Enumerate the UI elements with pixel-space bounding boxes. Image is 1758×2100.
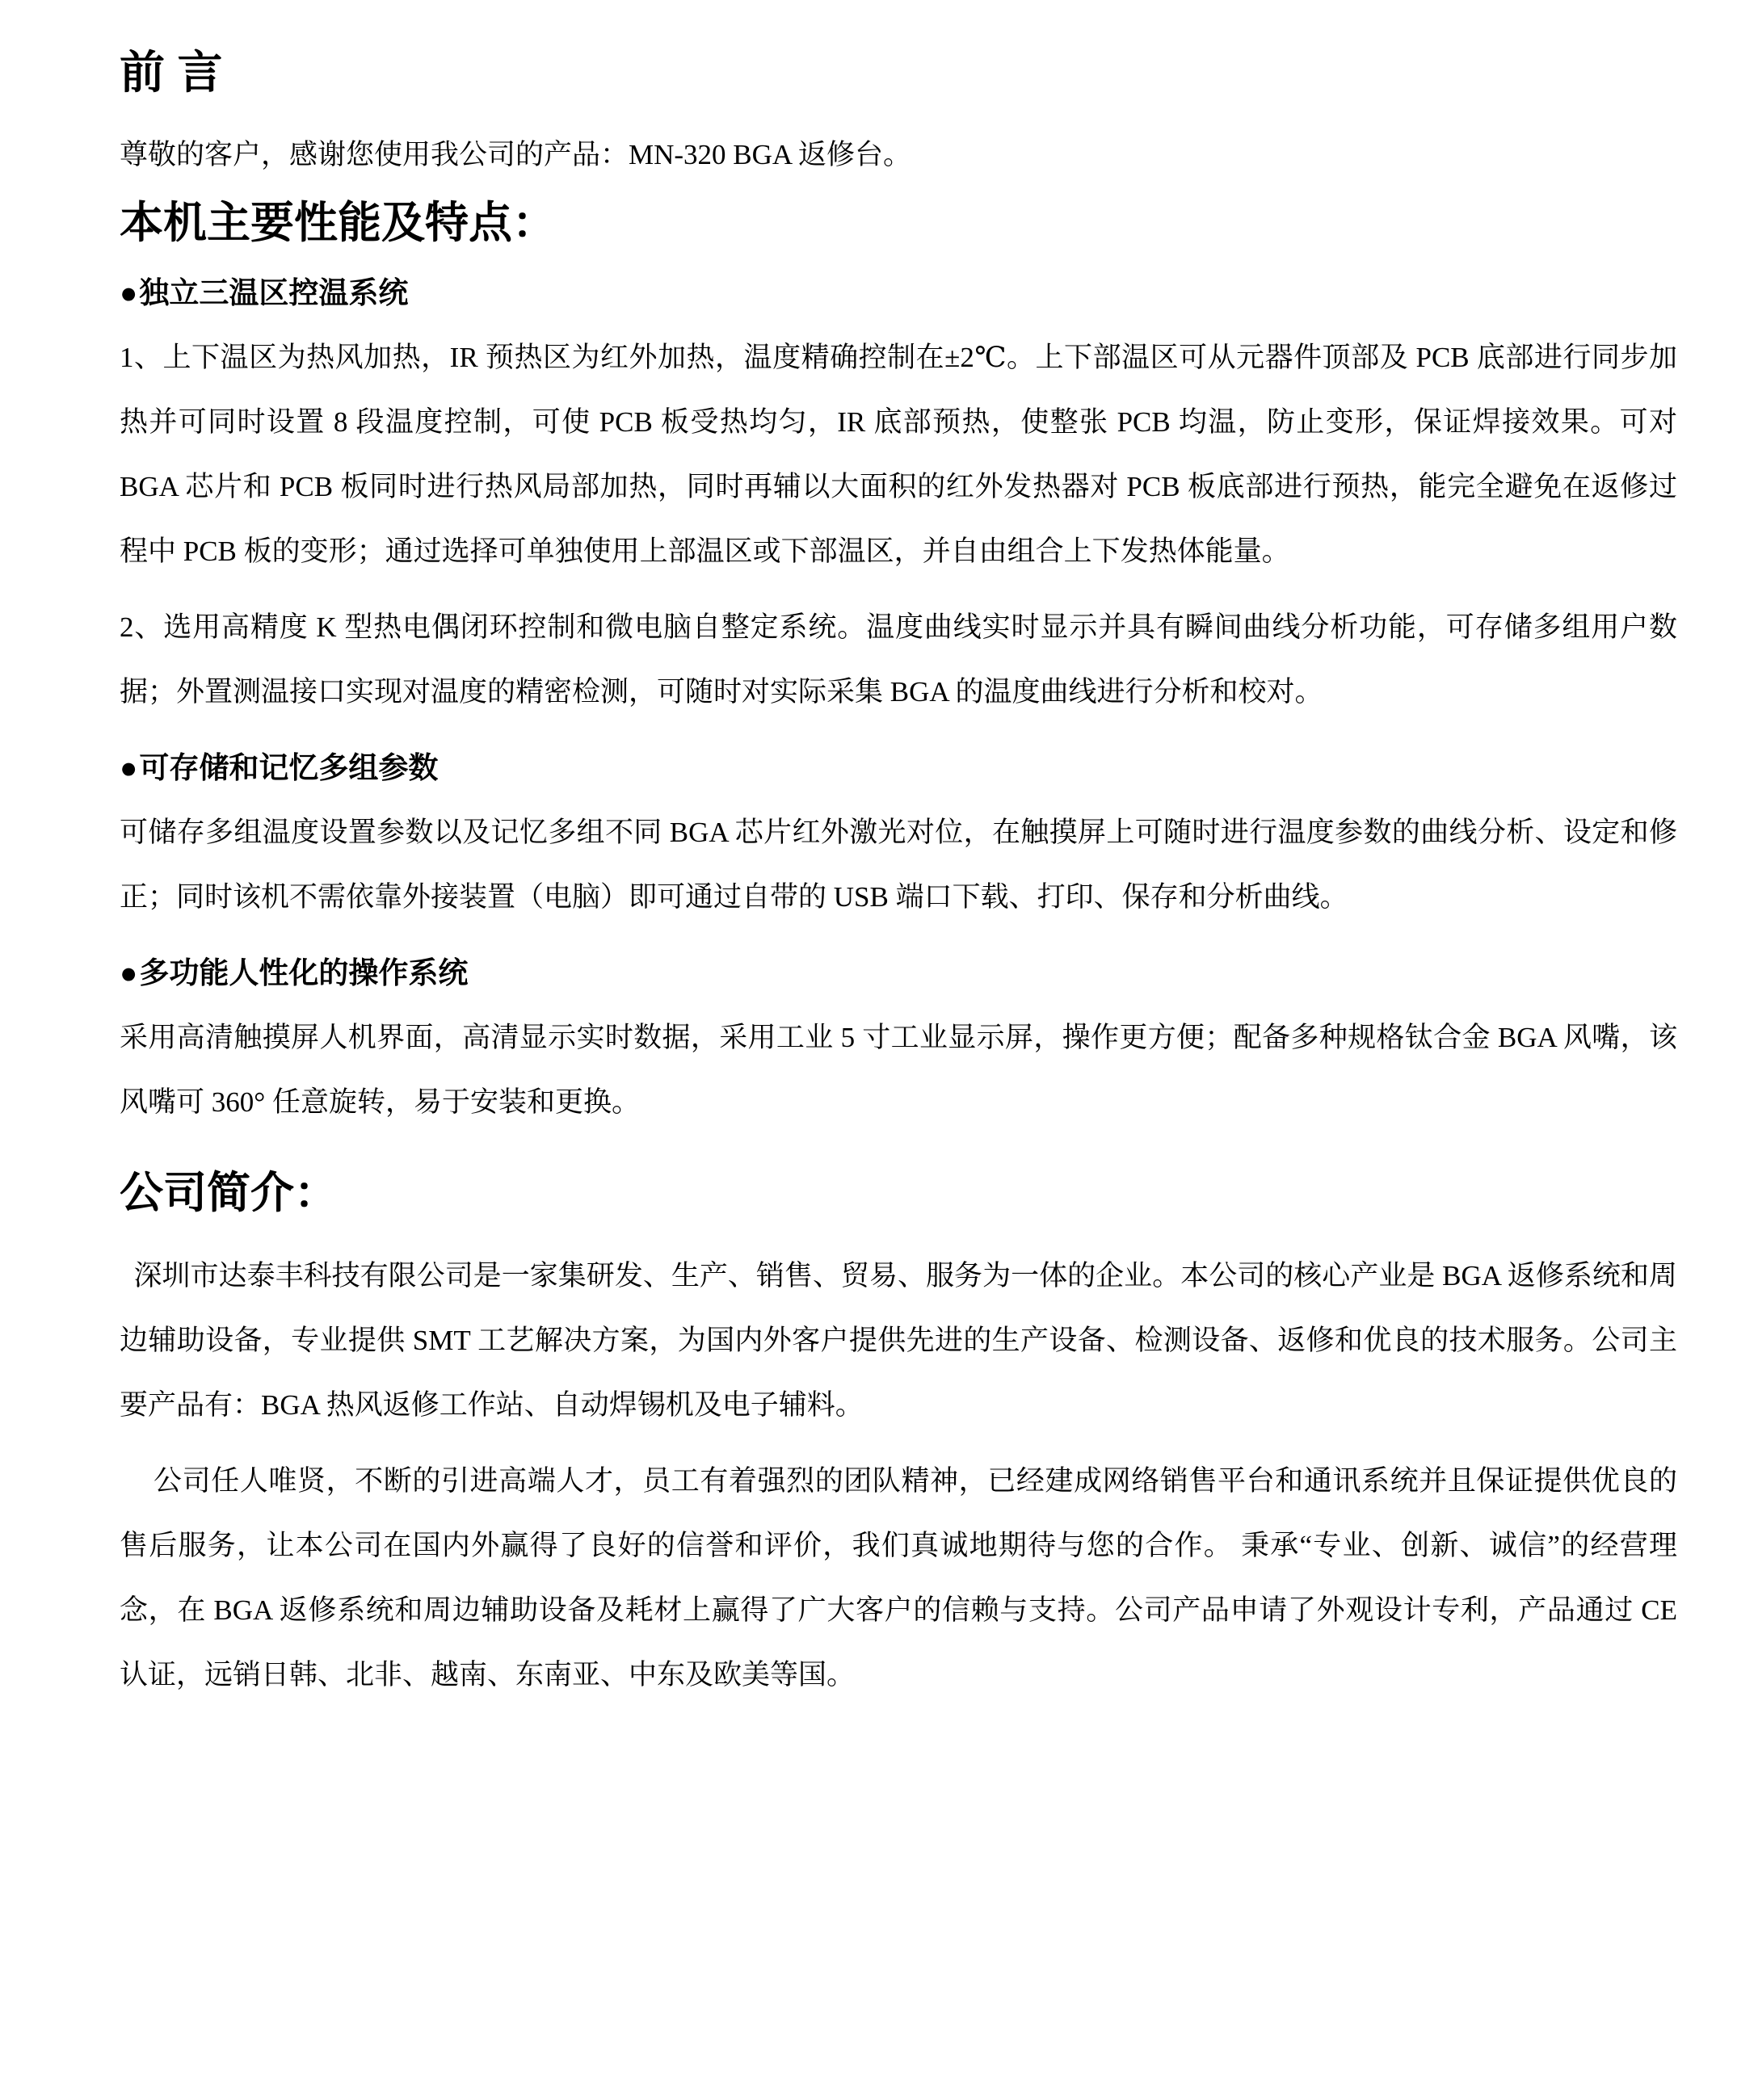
- feature-title: 可存储和记忆多组参数: [139, 751, 439, 785]
- feature-paragraph: 采用高清触摸屏人机界面，高清显示实时数据，采用工业 5 寸工业显示屏，操作更方便；配备多种规格钛合金 BGA 风嘴，该风嘴可 360° 任意旋转，易于安装和更换。: [120, 1022, 1677, 1119]
- feature-title-row: [120, 749, 1677, 788]
- preface-greeting: 尊敬的客户，感谢您使用我公司的产品：MN-320 BGA 返修台。: [120, 139, 912, 171]
- company-paragraph: 公司任人唯贤，不断的引进高端人才，员工有着强烈的团队精神，已经建成网络销售平台和通讯系统并且保证提供优良的售后服务，让本公司在国内外赢得了良好的信誉和评价，我们真诚地期待与您的合作。 秉承“专业、创新、诚信”的经营理念，在 BGA 返修系统和周边辅助设备及耗材上赢得了广大客户的信赖与支持。公司产品申请了外观设计专利，产品通过 CE 认证，远销日韩、北非、越南、东南亚、中东及欧美等国。: [120, 1465, 1677, 1691]
- feature-paragraph: 1、上下温区为热风加热，IR 预热区为红外加热，温度精确控制在±2℃。上下部温区可从元器件顶部及 PCB 底部进行同步加热并可同时设置 8 段温度控制，可使 PCB 板受热均匀，IR 底部预热，使整张 PCB 均温，防止变形，保证焊接效果。可对 BGA 芯片和 PCB 板同时进行热风局部加热，同时再辅以大面积的红外发热器对 PCB 板底部进行预热，能完全避免在返修过程中 PCB 板的变形；通过选择可单独使用上部温区或下部温区，并自由组合上下发热体能量。: [120, 342, 1677, 568]
- features-heading: 本机主要性能及特点：: [120, 199, 556, 248]
- bullet-icon: ●: [120, 956, 138, 990]
- feature-item-memory-params: [120, 749, 1677, 930]
- company-heading: 公司简介：: [120, 1169, 338, 1218]
- bullet-icon: ●: [120, 276, 138, 310]
- preface-heading: 前 言: [120, 47, 223, 98]
- bullet-icon: ●: [120, 751, 138, 785]
- feature-paragraph: 2、选用高精度 K 型热电偶闭环控制和微电脑自整定系统。温度曲线实时显示并具有瞬间曲线分析功能，可存储多组用户数据；外置测温接口实现对温度的精密检测，可随时对实际采集 BGA 的温度曲线进行分析和校对。: [120, 611, 1677, 708]
- company-paragraph: 深圳市达泰丰科技有限公司是一家集研发、生产、销售、贸易、服务为一体的企业。本公司的核心产业是 BGA 返修系统和周边辅助设备，专业提供 SMT 工艺解决方案，为国内外客户提供先进的生产设备、检测设备、返修和优良的技术服务。公司主要产品有：BGA 热风返修工作站、自动焊锡机及电子辅料。: [120, 1260, 1677, 1422]
- feature-title-row: [120, 954, 1677, 993]
- feature-title: 独立三温区控温系统: [139, 276, 409, 310]
- feature-paragraph: 可储存多组温度设置参数以及记忆多组不同 BGA 芯片红外激光对位，在触摸屏上可随时进行温度参数的曲线分析、设定和修正；同时该机不需依靠外接装置（电脑）即可通过自带的 USB 端口下载、打印、保存和分析曲线。: [120, 817, 1677, 914]
- feature-title-row: [120, 274, 1677, 313]
- feature-title: 多功能人性化的操作系统: [139, 956, 469, 990]
- feature-item-operation-system: [120, 954, 1677, 1135]
- feature-item-three-zone: [120, 274, 1677, 724]
